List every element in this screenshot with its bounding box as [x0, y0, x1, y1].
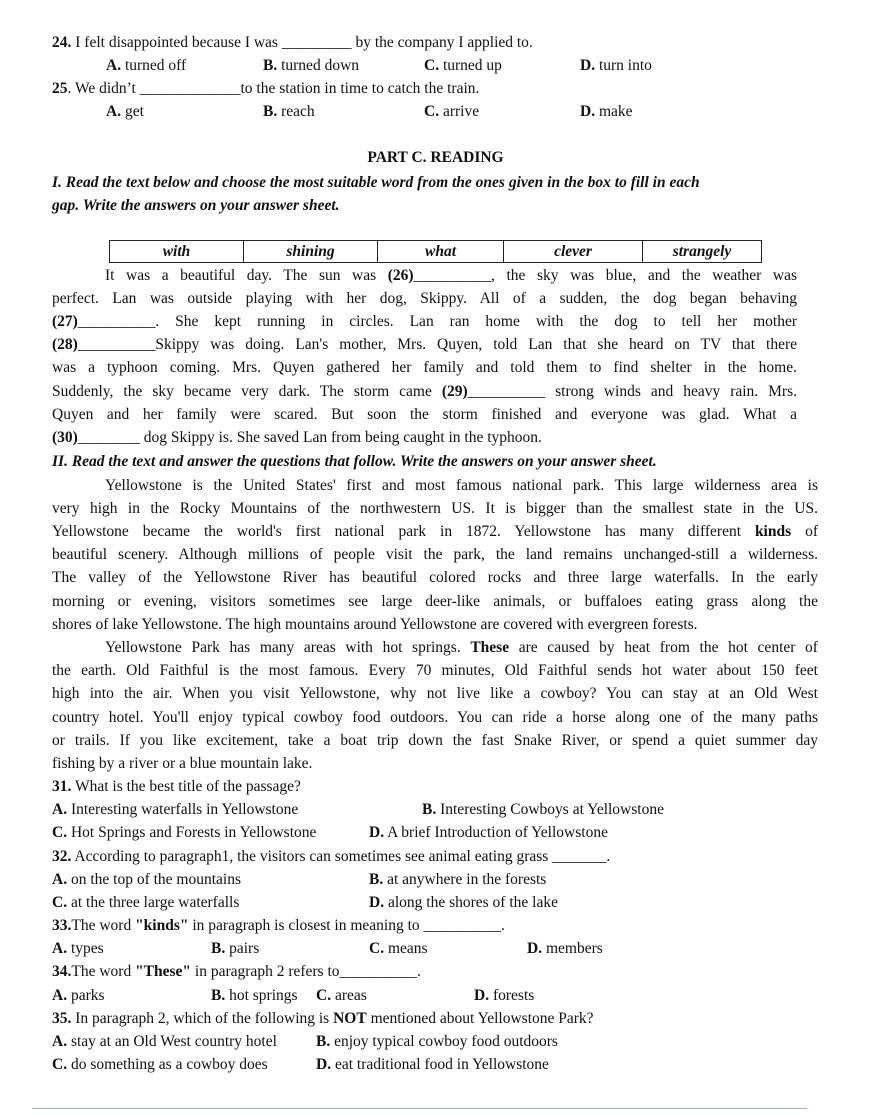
passage-2-line: fishing by a river or a blue mountain lake. — [52, 755, 313, 772]
question-number: 25 — [52, 80, 68, 97]
answer-blank: _______ — [552, 848, 607, 865]
passage-2-line: beautiful scenery. Although millions of people visit the park, the land remains unchanged-still a wilderness. — [52, 546, 818, 563]
answer-blank: _____________ — [139, 80, 241, 97]
question-31-stem: 31. What is the best title of the passage? — [52, 778, 301, 795]
highlighted-word: NOT — [333, 1010, 367, 1027]
gap-number: (26) — [387, 267, 414, 284]
passage-1-line: Suddenly, the sky became very dark. The storm came (29)__________ strong winds and heavy rain. Mrs. — [52, 383, 798, 400]
question-32-stem: 32. According to paragraph1, the visitors can sometimes see animal eating grass _______. — [52, 848, 611, 865]
gap-number: (27) — [52, 313, 78, 330]
highlighted-word: "kinds" — [135, 917, 189, 934]
question-number: 31. — [52, 778, 72, 795]
highlighted-word: These — [470, 639, 510, 656]
gap-number: (29) — [441, 383, 468, 400]
option-b: B. at anywhere in the forests — [369, 871, 547, 888]
instruction-1-line-1: I. Read the text below and choose the most suitable word from the ones given in the box to fill in each — [52, 174, 700, 191]
passage-2-line: the earth. Old Faithful is the most famous. Every 70 minutes, Old Faithful sends hot water about 150 feet — [52, 662, 818, 679]
option-b: B. hot springs — [211, 987, 298, 1004]
gap-number: (28) — [52, 336, 78, 353]
option-d: D. members — [527, 940, 603, 957]
passage-1-line: (30)________ dog Skippy is. She saved Lan from being caught in the typhoon. — [52, 429, 542, 446]
question-35-stem: 35. In paragraph 2, which of the following is NOT mentioned about Yellowstone Park? — [52, 1010, 594, 1027]
passage-2-line: morning or evening, visitors sometimes see large deer-like animals, or buffaloes eating grass along the — [52, 593, 818, 610]
option-a: A. turned off — [106, 57, 187, 74]
instruction-1-line-2: gap. Write the answers on your answer sheet. — [52, 197, 340, 214]
passage-1-line: (27)__________. She kept running in circles. Lan ran home with the dog to tell her mother — [52, 313, 797, 330]
passage-1-line: (28)__________Skippy was doing. Lan's mother, Mrs. Quyen, told Lan that she heard on TV that there — [52, 336, 797, 353]
page-divider — [32, 1108, 807, 1109]
option-d: D. along the shores of the lake — [369, 894, 558, 911]
word-box-item: with — [110, 241, 244, 263]
question-number: 24. — [52, 34, 72, 51]
answer-blank: ________ — [77, 429, 140, 446]
option-a: A. stay at an Old West country hotel — [52, 1033, 277, 1050]
passage-1-line: It was a beautiful day. The sun was (26)__________, the sky was blue, and the weather was — [105, 267, 797, 284]
section-heading: PART C. READING — [367, 149, 504, 166]
option-b: B. Interesting Cowboys at Yellowstone — [422, 801, 664, 818]
passage-2-line: Yellowstone Park has many areas with hot springs. These are caused by heat from the hot center of — [105, 639, 818, 656]
passage-2-line: Yellowstone is the United States' first and most famous national park. This large wilderness area is — [105, 477, 818, 494]
question-number: 33. — [52, 917, 72, 934]
option-b: B. enjoy typical cowboy food outdoors — [316, 1033, 558, 1050]
passage-2-line: country hotel. You'll enjoy typical cowboy food outdoors. You can ride a horse along one of the many paths — [52, 709, 818, 726]
answer-blank: __________ — [423, 917, 502, 934]
instruction-2: II. Read the text and answer the questions that follow. Write the answers on your answer sheet. — [52, 453, 657, 470]
passage-2-line: high into the air. When you visit Yellowstone, why not live like a cowboy? You can stay at an Old West — [52, 685, 818, 702]
question-34-stem: 34.The word "These" in paragraph 2 refers to__________. — [52, 963, 421, 980]
option-b: B. turned down — [263, 57, 360, 74]
option-c: C. areas — [316, 987, 367, 1004]
passage-2-line: The valley of the Yellowstone River has beautiful colored rocks and three large waterfalls. In the early — [52, 569, 818, 586]
answer-blank: __________ — [339, 963, 418, 980]
question-33-stem: 33.The word "kinds" in paragraph is closest in meaning to __________. — [52, 917, 505, 934]
passage-2-line: shores of lake Yellowstone. The high mountains around Yellowstone are covered with evergreen forests. — [52, 616, 698, 633]
passage-1-line: was a typhoon coming. Mrs. Quyen gathered her family and told them to find shelter in the home. — [52, 359, 797, 376]
highlighted-word: kinds — [754, 523, 792, 540]
answer-blank: _________ — [281, 34, 352, 51]
question-25-stem: 25. We didn’t _____________to the station in time to catch the train. — [52, 80, 480, 97]
option-b: B. reach — [263, 103, 315, 120]
passage-1-line: Quyen and her family were scared. But soon the storm finished and everyone was glad. What a — [52, 406, 797, 423]
option-a: A. parks — [52, 987, 105, 1004]
option-d: D. A brief Introduction of Yellowstone — [369, 824, 608, 841]
option-c: C. arrive — [424, 103, 480, 120]
answer-blank: __________ — [467, 383, 546, 400]
option-d: D. forests — [474, 987, 535, 1004]
option-c: C. turned up — [424, 57, 502, 74]
option-c: C. Hot Springs and Forests in Yellowstone — [52, 824, 317, 841]
highlighted-word: "These" — [135, 963, 192, 980]
word-box — [109, 240, 762, 263]
option-c: C. means — [369, 940, 428, 957]
question-number: 35. — [52, 1010, 72, 1027]
option-d: D. make — [580, 103, 633, 120]
option-c: C. do something as a cowboy does — [52, 1056, 268, 1073]
question-number: 32. — [52, 848, 72, 865]
option-d: D. eat traditional food in Yellowstone — [316, 1056, 549, 1073]
passage-2-line: very high in the Rocky Mountains of the northwestern US. It is bigger than the smallest state in the US. — [52, 500, 818, 517]
answer-blank: __________ — [77, 313, 156, 330]
word-box-item: shining — [244, 241, 378, 263]
passage-1-line: perfect. Lan was outside playing with her dog, Skippy. All of a sudden, the dog began behaving — [52, 290, 797, 307]
answer-blank: __________ — [77, 336, 156, 353]
option-d: D. turn into — [580, 57, 652, 74]
option-a: A. get — [106, 103, 144, 120]
answer-blank: __________ — [413, 267, 492, 284]
question-number: 34. — [52, 963, 72, 980]
word-box-item: strangely — [643, 241, 762, 263]
gap-number: (30) — [52, 429, 78, 446]
word-box-item: clever — [504, 241, 643, 263]
option-a: A. on the top of the mountains — [52, 871, 241, 888]
option-a: A. types — [52, 940, 104, 957]
option-a: A. Interesting waterfalls in Yellowstone — [52, 801, 299, 818]
word-box-item: what — [378, 241, 504, 263]
question-24-stem: 24. I felt disappointed because I was _________ by the company I applied to. — [52, 34, 533, 51]
passage-2-line: Yellowstone became the world's first national park in 1872. Yellowstone has many different kinds of — [52, 523, 818, 540]
option-b: B. pairs — [211, 940, 260, 957]
passage-2-line: or trails. If you like excitement, take a boat trip down the fast Snake River, or spend a quiet summer day — [52, 732, 818, 749]
option-c: C. at the three large waterfalls — [52, 894, 240, 911]
